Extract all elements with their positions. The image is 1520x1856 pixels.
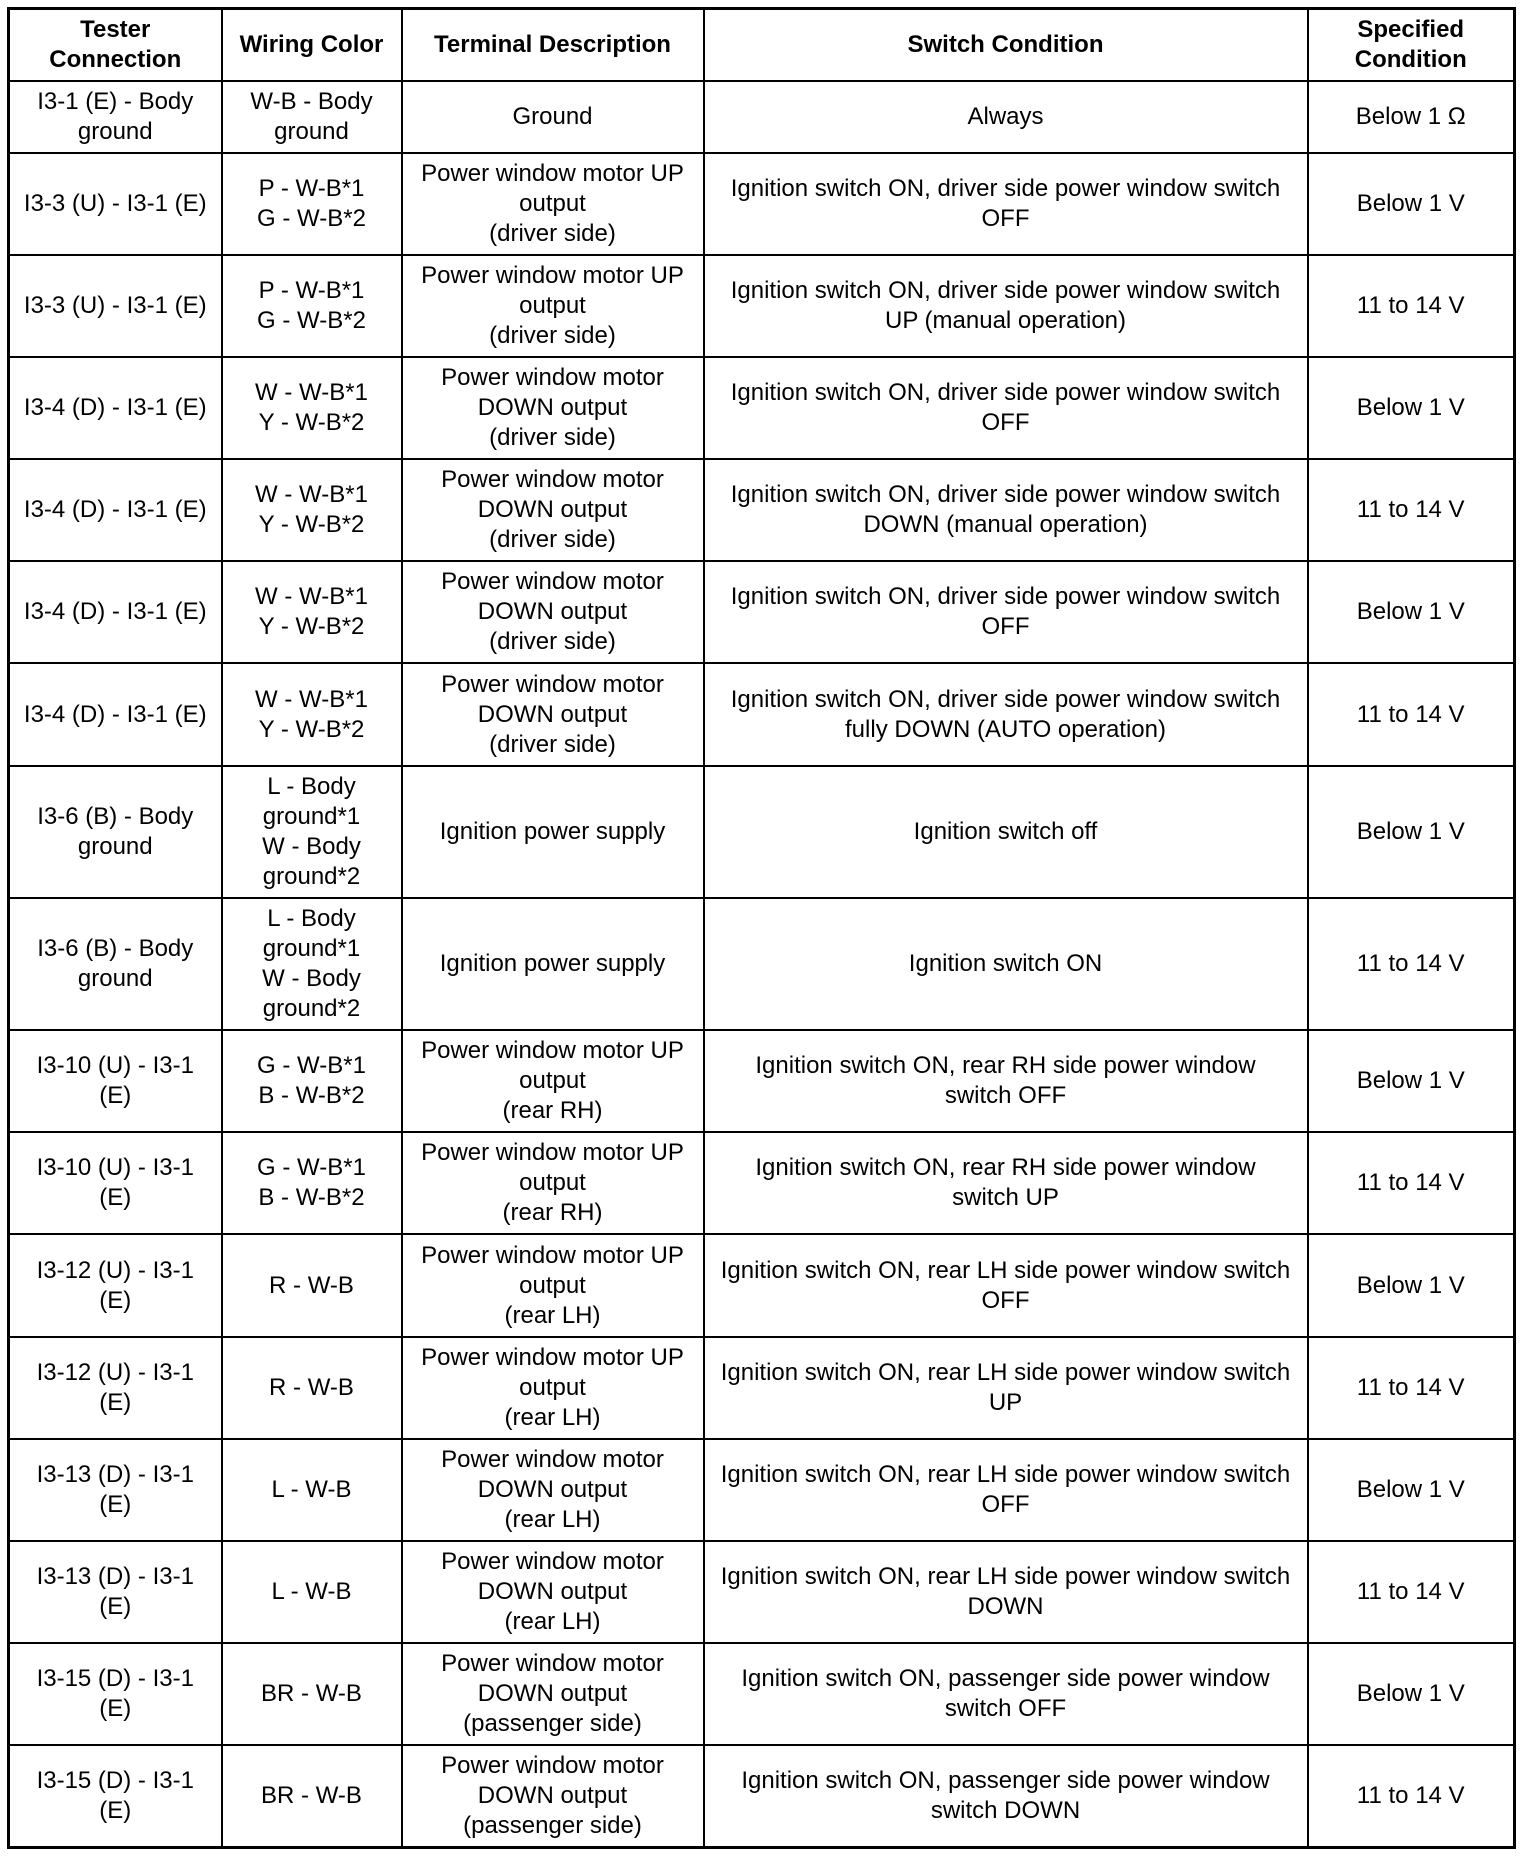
cell-switch-condition: Ignition switch ON, rear LH side power window switch UP — [704, 1337, 1308, 1439]
cell-specified-condition: 11 to 14 V — [1308, 663, 1515, 765]
table-row — [9, 459, 1515, 561]
header-wiring-color: Wiring Color — [222, 9, 402, 81]
table-row — [9, 561, 1515, 663]
cell-wiring-color: R - W-B — [222, 1337, 402, 1439]
cell-terminal-description: Power window motor UP output (rear RH) — [402, 1030, 704, 1132]
cell-switch-condition: Ignition switch ON, driver side power window switch DOWN (manual operation) — [704, 459, 1308, 561]
cell-terminal-description: Power window motor DOWN output (rear LH) — [402, 1439, 704, 1541]
cell-switch-condition: Ignition switch ON, driver side power window switch UP (manual operation) — [704, 255, 1308, 357]
cell-tester-connection: I3-3 (U) - I3-1 (E) — [9, 255, 222, 357]
cell-terminal-description: Ignition power supply — [402, 898, 704, 1030]
cell-specified-condition: Below 1 V — [1308, 153, 1515, 255]
cell-specified-condition: 11 to 14 V — [1308, 898, 1515, 1030]
cell-wiring-color: P - W-B*1 G - W-B*2 — [222, 255, 402, 357]
cell-terminal-description: Power window motor DOWN output (driver side) — [402, 459, 704, 561]
cell-terminal-description: Power window motor DOWN output (passenger side) — [402, 1745, 704, 1847]
table-row — [9, 766, 1515, 898]
cell-wiring-color: L - Body ground*1 W - Body ground*2 — [222, 898, 402, 1030]
cell-terminal-description: Power window motor DOWN output (passenger side) — [402, 1643, 704, 1745]
cell-specified-condition: 11 to 14 V — [1308, 1132, 1515, 1234]
cell-switch-condition: Ignition switch ON, rear LH side power window switch OFF — [704, 1234, 1308, 1336]
cell-specified-condition: 11 to 14 V — [1308, 1337, 1515, 1439]
cell-terminal-description: Ignition power supply — [402, 766, 704, 898]
cell-tester-connection: I3-1 (E) - Body ground — [9, 81, 222, 153]
cell-wiring-color: W - W-B*1 Y - W-B*2 — [222, 561, 402, 663]
table-row — [9, 1132, 1515, 1234]
cell-wiring-color: W - W-B*1 Y - W-B*2 — [222, 663, 402, 765]
cell-wiring-color: W - W-B*1 Y - W-B*2 — [222, 459, 402, 561]
cell-switch-condition: Ignition switch ON, rear RH side power window switch OFF — [704, 1030, 1308, 1132]
table-row — [9, 1234, 1515, 1336]
cell-terminal-description: Power window motor UP output (rear LH) — [402, 1337, 704, 1439]
cell-specified-condition: Below 1 V — [1308, 1439, 1515, 1541]
cell-switch-condition: Ignition switch off — [704, 766, 1308, 898]
cell-tester-connection: I3-13 (D) - I3-1 (E) — [9, 1541, 222, 1643]
cell-specified-condition: Below 1 Ω — [1308, 81, 1515, 153]
cell-tester-connection: I3-10 (U) - I3-1 (E) — [9, 1132, 222, 1234]
cell-terminal-description: Power window motor UP output (rear RH) — [402, 1132, 704, 1234]
cell-tester-connection: I3-10 (U) - I3-1 (E) — [9, 1030, 222, 1132]
cell-wiring-color: L - W-B — [222, 1439, 402, 1541]
cell-wiring-color: BR - W-B — [222, 1643, 402, 1745]
table-row — [9, 898, 1515, 1030]
table-row — [9, 1541, 1515, 1643]
table-row — [9, 357, 1515, 459]
cell-switch-condition: Ignition switch ON, driver side power window switch OFF — [704, 561, 1308, 663]
cell-specified-condition: Below 1 V — [1308, 1643, 1515, 1745]
cell-terminal-description: Power window motor DOWN output (driver side) — [402, 357, 704, 459]
cell-specified-condition: 11 to 14 V — [1308, 255, 1515, 357]
cell-switch-condition: Ignition switch ON, driver side power window switch OFF — [704, 153, 1308, 255]
cell-terminal-description: Power window motor DOWN output (rear LH) — [402, 1541, 704, 1643]
cell-tester-connection: I3-4 (D) - I3-1 (E) — [9, 663, 222, 765]
cell-wiring-color: W - W-B*1 Y - W-B*2 — [222, 357, 402, 459]
cell-tester-connection: I3-12 (U) - I3-1 (E) — [9, 1337, 222, 1439]
cell-wiring-color: P - W-B*1 G - W-B*2 — [222, 153, 402, 255]
cell-specified-condition: Below 1 V — [1308, 1030, 1515, 1132]
table-header-row — [9, 9, 1515, 81]
cell-wiring-color: L - Body ground*1 W - Body ground*2 — [222, 766, 402, 898]
table-row — [9, 153, 1515, 255]
header-tester-connection: Tester Connection — [9, 9, 222, 81]
cell-switch-condition: Always — [704, 81, 1308, 153]
header-specified-condition: Specified Condition — [1308, 9, 1515, 81]
header-switch-condition: Switch Condition — [704, 9, 1308, 81]
cell-wiring-color: G - W-B*1 B - W-B*2 — [222, 1030, 402, 1132]
cell-switch-condition: Ignition switch ON, driver side power window switch fully DOWN (AUTO operation) — [704, 663, 1308, 765]
cell-tester-connection: I3-13 (D) - I3-1 (E) — [9, 1439, 222, 1541]
cell-wiring-color: W-B - Body ground — [222, 81, 402, 153]
cell-switch-condition: Ignition switch ON, passenger side power window switch DOWN — [704, 1745, 1308, 1847]
cell-tester-connection: I3-12 (U) - I3-1 (E) — [9, 1234, 222, 1336]
cell-specified-condition: 11 to 14 V — [1308, 459, 1515, 561]
table-row — [9, 81, 1515, 153]
table-row — [9, 255, 1515, 357]
cell-tester-connection: I3-6 (B) - Body ground — [9, 766, 222, 898]
cell-tester-connection: I3-15 (D) - I3-1 (E) — [9, 1745, 222, 1847]
cell-switch-condition: Ignition switch ON, driver side power window switch OFF — [704, 357, 1308, 459]
cell-terminal-description: Power window motor UP output (driver side) — [402, 153, 704, 255]
cell-wiring-color: L - W-B — [222, 1541, 402, 1643]
cell-terminal-description: Ground — [402, 81, 704, 153]
cell-wiring-color: BR - W-B — [222, 1745, 402, 1847]
cell-tester-connection: I3-15 (D) - I3-1 (E) — [9, 1643, 222, 1745]
cell-wiring-color: G - W-B*1 B - W-B*2 — [222, 1132, 402, 1234]
cell-specified-condition: 11 to 14 V — [1308, 1745, 1515, 1847]
table-row — [9, 1030, 1515, 1132]
cell-wiring-color: R - W-B — [222, 1234, 402, 1336]
cell-specified-condition: Below 1 V — [1308, 357, 1515, 459]
cell-terminal-description: Power window motor UP output (rear LH) — [402, 1234, 704, 1336]
cell-tester-connection: I3-6 (B) - Body ground — [9, 898, 222, 1030]
cell-switch-condition: Ignition switch ON, rear LH side power window switch OFF — [704, 1439, 1308, 1541]
terminal-inspection-table — [7, 7, 1516, 1849]
cell-switch-condition: Ignition switch ON, rear RH side power window switch UP — [704, 1132, 1308, 1234]
cell-switch-condition: Ignition switch ON, rear LH side power window switch DOWN — [704, 1541, 1308, 1643]
cell-switch-condition: Ignition switch ON, passenger side power window switch OFF — [704, 1643, 1308, 1745]
cell-specified-condition: Below 1 V — [1308, 766, 1515, 898]
cell-tester-connection: I3-4 (D) - I3-1 (E) — [9, 459, 222, 561]
cell-specified-condition: Below 1 V — [1308, 561, 1515, 663]
table-row — [9, 1337, 1515, 1439]
terminal-inspection-table-container — [7, 7, 1513, 1849]
cell-tester-connection: I3-3 (U) - I3-1 (E) — [9, 153, 222, 255]
cell-specified-condition: 11 to 14 V — [1308, 1541, 1515, 1643]
table-row — [9, 1745, 1515, 1847]
cell-tester-connection: I3-4 (D) - I3-1 (E) — [9, 357, 222, 459]
cell-specified-condition: Below 1 V — [1308, 1234, 1515, 1336]
cell-tester-connection: I3-4 (D) - I3-1 (E) — [9, 561, 222, 663]
table-row — [9, 1439, 1515, 1541]
cell-terminal-description: Power window motor DOWN output (driver side) — [402, 561, 704, 663]
table-row — [9, 663, 1515, 765]
cell-terminal-description: Power window motor DOWN output (driver side) — [402, 663, 704, 765]
cell-terminal-description: Power window motor UP output (driver side) — [402, 255, 704, 357]
cell-switch-condition: Ignition switch ON — [704, 898, 1308, 1030]
table-row — [9, 1643, 1515, 1745]
header-terminal-description: Terminal Description — [402, 9, 704, 81]
